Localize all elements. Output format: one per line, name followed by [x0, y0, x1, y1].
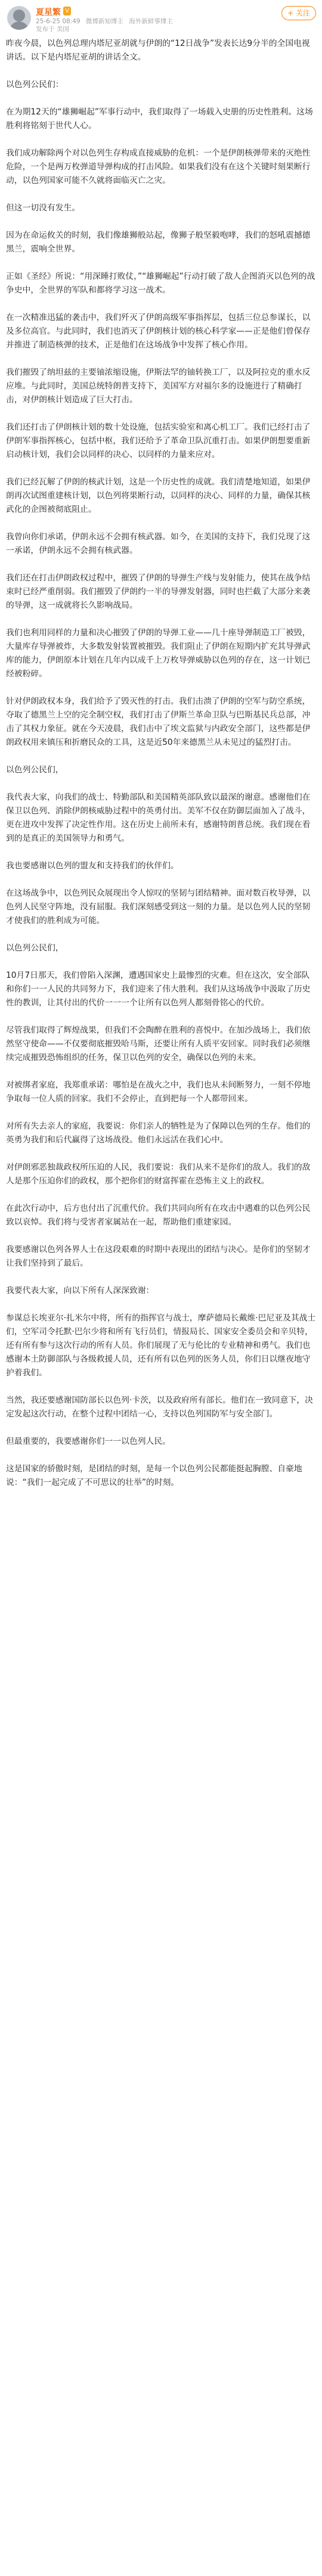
post-tag: 海外新鲜事博主 [129, 18, 173, 25]
post-paragraph: 但这一切没有发生。 [6, 203, 80, 213]
post-paragraph: 在此次行动中，后方也付出了沉重代价。我们共同向所有在攻击中遇难的以色列公民致以哀悼。我们将与受害者家属站在一起，帮助他们重建家园。 [6, 1204, 311, 1227]
post-paragraph: 我们摧毁了纳坦兹的主要铀浓缩设施，伊斯法罕的铀转换工厂，以及阿拉克的重水反应堆。与此同时，美国总统特朗普支持下，美国军方对福尔多的设施进行了精确打击，对伊朗核计划造成了巨大打击。 [6, 368, 311, 405]
post-paragraph: 正如《圣经》所说：“用深睡打败仗，”“雄狮崛起”行动打破了敌人企图消灭以色列的战争史中，全世界的军队和都将学习这一战术。 [6, 272, 315, 295]
post-paragraph: 但最重要的，我要感谢你们一一以色列人民。 [6, 1437, 171, 1446]
post-paragraph: 当然，我还要感谢国防部长以色列·卡茨，以及政府所有部长。他们在一致同意下，决定发起这次行动，在整个过程中团结一心，支持以色列国防军与安全部门。 [6, 1396, 313, 1419]
post-paragraph: 这是国家的骄傲时刻，是团结的时刻，是每一个以色列公民都能挺起胸膛、自豪地说：“我们一起完成了不可思议的壮举”的时刻。 [6, 1464, 302, 1487]
post-paragraph: 我也要感谢以色列的盟友和支持我们的伙伴们。 [6, 861, 179, 871]
post-paragraph: 参谋总长埃亚尔·扎米尔中将，所有的指挥官与战士，摩萨德局长戴维·巴尼亚及其战士们，空军司令托默·巴尔少将和所有飞行员们，情报局长、国家安全委员会和辛贝特，还有所有参与这次行动的所有人员。你们展现了无与伦比的专业精神和勇气。我们也感谢本土防御部队与各级救援人员，还有所有以色列的医务人员，你们日以继夜地守护着我们。 [6, 1313, 316, 1378]
avatar[interactable] [7, 6, 31, 30]
post-body [0, 37, 322, 1490]
post-paragraph: 在为期12天的“雄狮崛起”军事行动中，我们取得了一场载入史册的历史性胜利。这场胜利将铭刻于世代人心。 [6, 107, 313, 130]
post-paragraph: 以色列公民们， [6, 943, 64, 953]
post-paragraph: 对所有失去亲人的家庭，我要说：你们亲人的牺牲是为了保障以色列的生存。他们的英勇为我们和后代赢得了这场战役。他们永远活在我们心中。 [6, 1121, 311, 1145]
avatar-body-shape [10, 21, 29, 30]
post-time: 25-6-25 08:49 [36, 18, 80, 25]
avatar-face-shape [13, 10, 25, 21]
post-paragraph: 我要感谢以色列各界人士在这段艰难的时期中表现出的团结与决心。是你们的坚韧才让我们坚持到了最后。 [6, 1245, 311, 1268]
author-name[interactable]: 夏星繁 [36, 8, 61, 17]
post-paragraph: 我们已经瓦解了伊朗的核武计划，这是一个历史性的成就。我们清楚地知道，如果伊朗再次试图重建核计划，以色列将果断行动，以同样的决心、同样的力量，确保其核武化的企图被彻底阻止。 [6, 477, 311, 514]
follow-button[interactable]: + 关注 [281, 6, 316, 20]
post-paragraph: 在一次精准迅猛的袭击中，我们歼灭了伊朗高级军事指挥层，包括三位总参谋长，以及多位高官。与此同时，我们也消灭了伊朗核计划的核心科学家——正是他们曾保存并推进了制造核弹的技术，正是他们在这场战争中发挥了核心作用。 [6, 313, 311, 350]
post-location: 发布于 美国 [36, 26, 69, 33]
post-paragraph: 对伊朗邪恶独裁政权所压迫的人民，我们要说：我们从来不是你们的敌人。我们的敌人是那个压迫你们的政权，那个把你们的财富挥霍在恐怖主义上的政权。 [6, 1163, 311, 1186]
post-paragraph: 我们也利用同样的力量和决心摧毁了伊朗的导弹工业——几十座导弹制造工厂被毁，大量库存导弹被炸，大多数发射装置被摧毁。我们阻止了伊朗在短期内扩充其导弹武库的能力，伊朗原本计划在几年内以成千上万枚导弹威胁以色列的存在，这一计划已经被粉碎。 [6, 628, 311, 679]
post-paragraph: 尽管我们取得了辉煌战果，但我们不会陶醉在胜利的喜悦中。在加沙战场上，我们依然坚守使命——不仅要彻底摧毁哈马斯，还要让所有人质平安回家。同时我们必须继续完成摧毁恐怖组织的任务，保卫以色列的安全，确保以色列的未来。 [6, 1026, 311, 1062]
post-paragraph: 对被绑者家庭，我郑重承诺：哪怕是在战火之中，我们也从未间断努力，一刻不停地争取每一位人质的回家。我们不会停止，直到把每一个人都带回来。 [6, 1080, 311, 1104]
post-paragraph: 针对伊朗政权本身，我们给予了毁灭性的打击。我们击溃了伊朗的空军与防空系统，夺取了德黑兰上空的完全制空权，我们打击了伊斯兰革命卫队与巴斯基民兵总部，冲击了其权力象征。就在今天凌晨，我们击中了埃文监狱与内政安全部门，这些都是伊朗政权用来镇压和折磨民众的工具，这是近50年来德黑兰从未见过的猛烈打击。 [6, 697, 311, 747]
post-paragraph: 以色列公民们， [6, 765, 64, 775]
post-paragraph: 我们还打击了伊朗核计划的数十处设施，包括实验室和离心机工厂。我们已经打击了伊朗军事指挥核心，包括中枢，我们还给予了革命卫队沉重打击。如果伊朗想要重新启动核计划，我们会以同样的决心、以同样的力量来应对。 [6, 422, 311, 459]
post-paragraph: 我要代表大家，向以下所有人深深致谢： [6, 1286, 154, 1295]
post-header [0, 0, 322, 37]
vip-badge: V [63, 7, 71, 15]
post-paragraph: 因为在命运攸关的时刻，我们像雄狮般站起，像狮子般坚毅咆哮，我们的怒吼震撼德黑兰，震响全世界。 [6, 231, 311, 254]
post-meta [36, 18, 185, 33]
post-paragraph: 10月7日那天，我们曾陷入深渊，遭遇国家史上最惨烈的灾难。但在这次，安全部队和你们一一人民的共同努力下，我们迎来了伟大胜利。我们从这场战争中汲取了历史性的教训，让其付出的代价一一一个让所有以色列人都刻骨铭心的代价。 [6, 971, 311, 1008]
post-source: 微博新知博主 [85, 18, 123, 25]
post-paragraph: 我曾向你们承诺，伊朗永远不会拥有核武器。如今，在美国的支持下，我们兑现了这一承诺，伊朗永远不会拥有核武器。 [6, 532, 311, 555]
post-paragraph: 在这场战争中，以色列民众展现出令人惊叹的坚韧与团结精神。面对数百枚导弹，以色列人民坚守阵地，没有屈服。我们深刻感受到这一刻的力量。是以色列人民的坚韧才使我们的胜利成为可能。 [6, 888, 311, 925]
post-paragraph: 我们还在打击伊朗政权过程中，摧毁了伊朗的导弹生产线与发射能力，使其在战争结束时已经严重削弱。我们摧毁了伊朗约一半的导弹发射器，同时也拦截了大部分来袭的导弹，这一成就将长久影响战局。 [6, 573, 311, 610]
post-paragraph: 我代表大家，向我们的战士、特勤部队和美国精英部队致以最深的谢意。感谢他们在保卫以色列、消除伊朗核威胁过程中的英勇付出。美军不仅在防御层面加入了战斗，更在进攻中发挥了决定性作用。这在历史上前所未有，感谢特朗普总统。我们现在看到的是真正的美国领导力和勇气。 [6, 793, 311, 843]
post-paragraph: 我们成功解除两个对以色列生存构成直接威胁的危机：一个是伊朗核弹带来的灭绝性危险，一个是两万枚弹道导弹构成的打击风险。如果我们没有在这个关键时刻果断行动，以色列国家可能不久就将面临灭亡之灾。 [6, 148, 311, 185]
post-paragraph: 昨夜今晨，以色列总理内塔尼亚胡就与伊朗的“12日战争”发表长达9分半的全国电视讲话。以下是内塔尼亚胡的讲话全文。 [6, 39, 310, 62]
post-paragraph: 以色列公民们： [6, 80, 64, 89]
